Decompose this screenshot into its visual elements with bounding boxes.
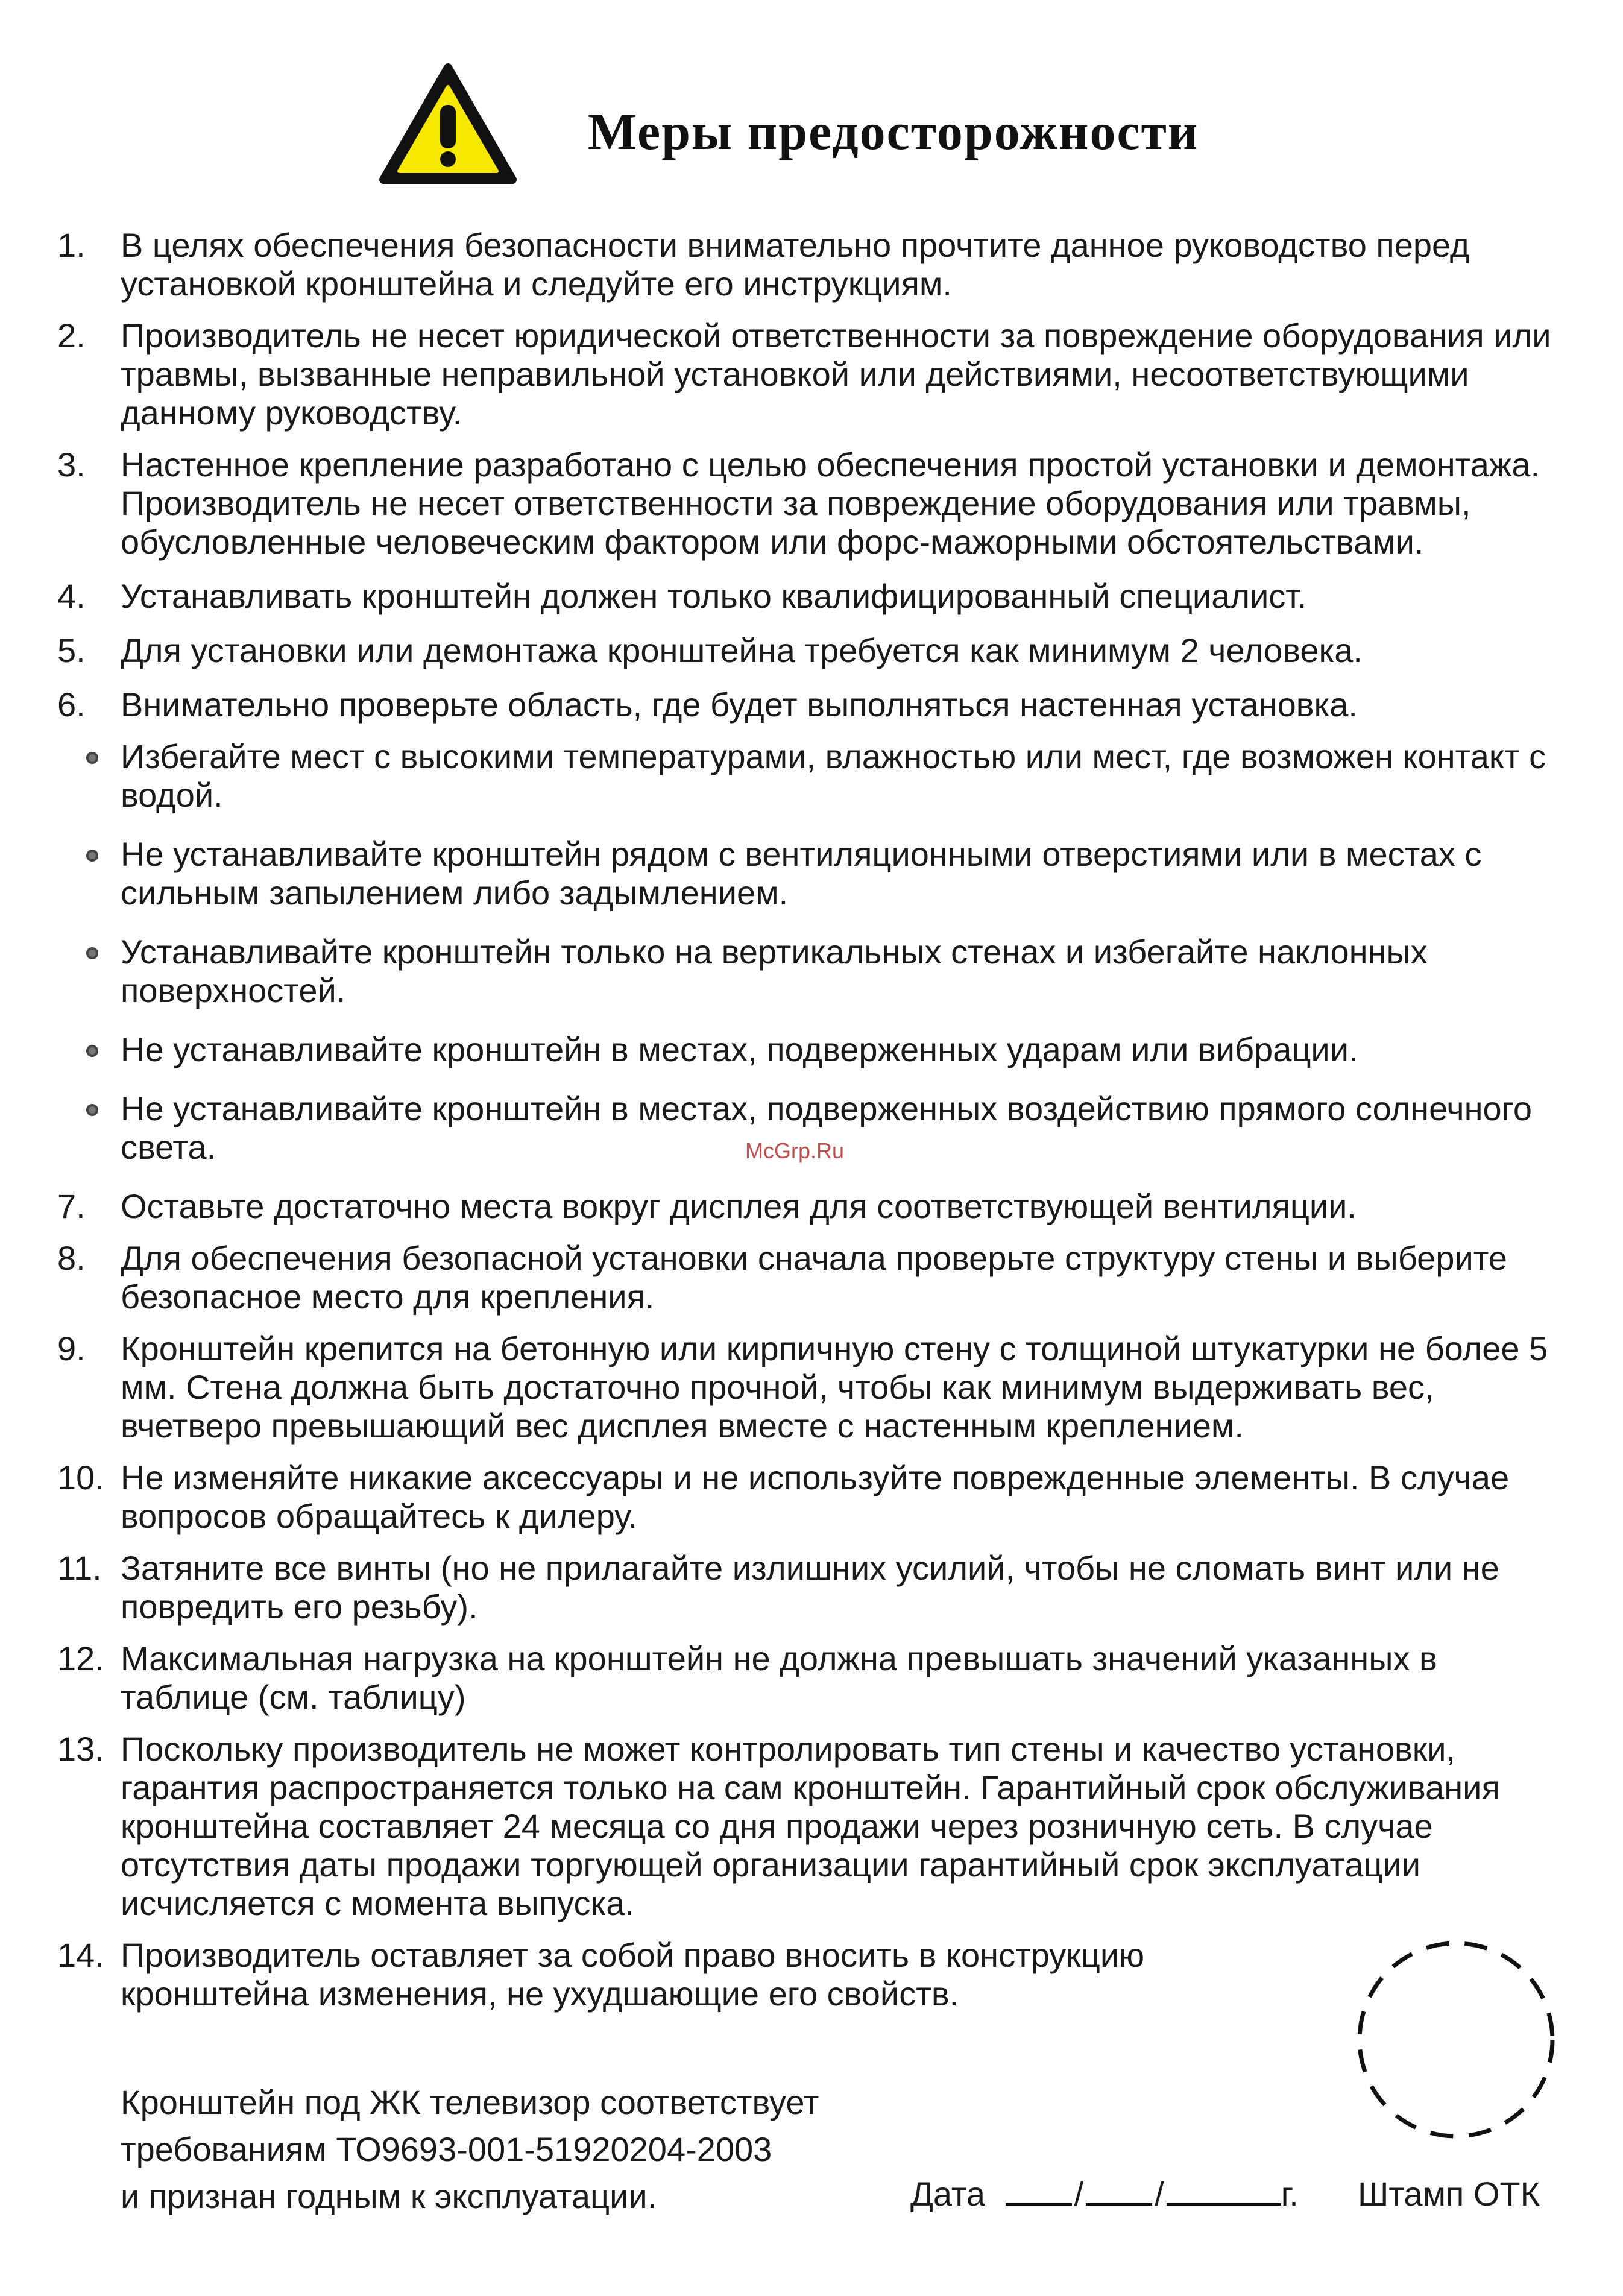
item-number: 3.: [57, 446, 86, 484]
certification-block: [121, 2079, 819, 2220]
date-month-blank[interactable]: [1086, 2175, 1152, 2206]
header: [0, 48, 1623, 193]
item-number: 12.: [57, 1639, 104, 1677]
item-number: 1.: [57, 226, 86, 264]
cert-line: и признан годным к эксплуатации.: [121, 2177, 657, 2215]
bullet-dot-icon: [86, 947, 98, 959]
item-number: 5.: [57, 631, 86, 669]
precautions-list: [57, 226, 1571, 2026]
list-item: [57, 686, 1571, 724]
bullet-dot-icon: [86, 1104, 98, 1116]
date-label: Дата: [910, 2175, 986, 2213]
list-item: [57, 1329, 1571, 1445]
list-item: [57, 226, 1571, 303]
item-text: Внимательно проверьте область, где будет выполняться настенная установка.: [121, 686, 1358, 724]
date-day-blank[interactable]: [1006, 2175, 1072, 2206]
bullet-dot-icon: [86, 1045, 98, 1057]
stamp-area-circle: [1350, 1934, 1562, 2145]
item-text: Для установки или демонтажа кронштейна требуется как минимум 2 человека.: [121, 631, 1363, 669]
warning-triangle-icon: [379, 62, 517, 187]
list-item: [57, 1187, 1571, 1226]
item-text: Максимальная нагрузка на кронштейн не должна превышать значений указанных в таблице (см. таблицу): [121, 1639, 1437, 1716]
cert-line: требованиям ТО9693-001-51920204-2003: [121, 2130, 772, 2168]
item-number: 6.: [57, 686, 86, 724]
item-text: Производитель оставляет за собой право вносить в конструкцию кронштейна изменения, не ухудшающие его свойств.: [121, 1936, 1145, 2013]
item-text: Устанавливать кронштейн должен только квалифицированный специалист.: [121, 577, 1307, 615]
list-item: [57, 1936, 1571, 2013]
watermark: McGrp.Ru: [745, 1138, 845, 1163]
list-item: [57, 1239, 1571, 1316]
item-text: Затяните все винты (но не прилагайте излишних усилий, чтобы не сломать винт или не повредить его резьбу).: [121, 1549, 1499, 1626]
date-separator: /: [1155, 2175, 1164, 2213]
bullet-text: Не устанавливайте кронштейн рядом с вентиляционными отверстиями или в местах с сильным запылением либо задымлением.: [121, 835, 1482, 912]
item-number: 13.: [57, 1730, 104, 1768]
item-number: 4.: [57, 577, 86, 615]
item-number: 8.: [57, 1239, 86, 1277]
item-text: В целях обеспечения безопасности внимательно прочтите данное руководство перед установкой кронштейна и следуйте его инструкциям.: [121, 226, 1470, 303]
item-text: Настенное крепление разработано с целью обеспечения простой установки и демонтажа. Производитель не несет ответственности за повреждение оборудования или травмы, обусловленные человеческим фактором или форс-мажорными обстоятельствами.: [121, 446, 1540, 561]
list-item: [57, 1730, 1571, 1923]
bullet-item: [57, 835, 1571, 912]
list-item: [57, 1549, 1571, 1626]
list-item: [57, 1459, 1571, 1536]
bullet-text: Устанавливайте кронштейн только на вертикальных стенах и избегайте наклонных поверхностей.: [121, 933, 1428, 1009]
list-item: [57, 577, 1571, 616]
date-year-suffix: г.: [1281, 2175, 1299, 2213]
list-item: [57, 1639, 1571, 1717]
bullet-text: Избегайте мест с высокими температурами, влажностью или мест, где возможен контакт с водой.: [121, 737, 1546, 814]
item-number: 2.: [57, 317, 86, 355]
item-text: Не изменяйте никакие аксессуары и не используйте поврежденные элементы. В случае вопросов обращайтесь к дилеру.: [121, 1459, 1510, 1535]
list-item: [57, 317, 1571, 432]
item-text: Кронштейн крепится на бетонную или кирпичную стену с толщиной штукатурки не более 5 мм. Стена должна быть достаточно прочной, чтобы как минимум выдерживать вес, вчетверо превышающий вес дисплея вместе с настенным креплением.: [121, 1329, 1548, 1445]
item-number: 10.: [57, 1459, 104, 1496]
bullet-dot-icon: [86, 752, 98, 764]
item-number: 11.: [57, 1549, 102, 1587]
item-text: Для обеспечения безопасной установки сначала проверьте структуру стены и выберите безопасное место для крепления.: [121, 1239, 1507, 1316]
list-item: [57, 631, 1571, 670]
item-text: Производитель не несет юридической ответственности за повреждение оборудования или травмы, вызванные неправильной установкой или действиями, несоответствующими данному руководству.: [121, 317, 1551, 432]
bullet-item: [57, 933, 1571, 1010]
sale-date-field: [910, 2174, 1299, 2213]
item-number: 14.: [57, 1936, 104, 1974]
bullet-dot-icon: [86, 850, 98, 862]
bullet-item: [57, 737, 1571, 815]
item-text: Поскольку производитель не может контролировать тип стены и качество установки, гарантия распространяется только на сам кронштейн. Гарантийный срок обслуживания кронштейна составляет 24 месяца со дня продажи через розничную сеть. В случае отсутствия даты продажи торгующей организации гарантийный срок эксплуатации исчисляется с момента выпуска.: [121, 1730, 1500, 1922]
bullet-item: [57, 1030, 1571, 1069]
cert-line: Кронштейн под ЖК телевизор соответствует: [121, 2083, 819, 2121]
date-separator: /: [1074, 2175, 1084, 2213]
date-year-blank[interactable]: [1167, 2175, 1281, 2206]
list-item: [57, 446, 1571, 561]
bullet-text: Не устанавливайте кронштейн в местах, подверженных воздействию прямого солнечного света.: [121, 1090, 1532, 1166]
stamp-label: Штамп ОТК: [1358, 2175, 1540, 2213]
item-number: 7.: [57, 1187, 86, 1225]
item-number: 9.: [57, 1329, 86, 1367]
page-title: Меры предосторожности: [588, 102, 1199, 160]
item-text: Оставьте достаточно места вокруг дисплея для соответствующей вентиляции.: [121, 1187, 1357, 1225]
bullet-text: Не устанавливайте кронштейн в местах, подверженных ударам или вибрации.: [121, 1030, 1358, 1068]
